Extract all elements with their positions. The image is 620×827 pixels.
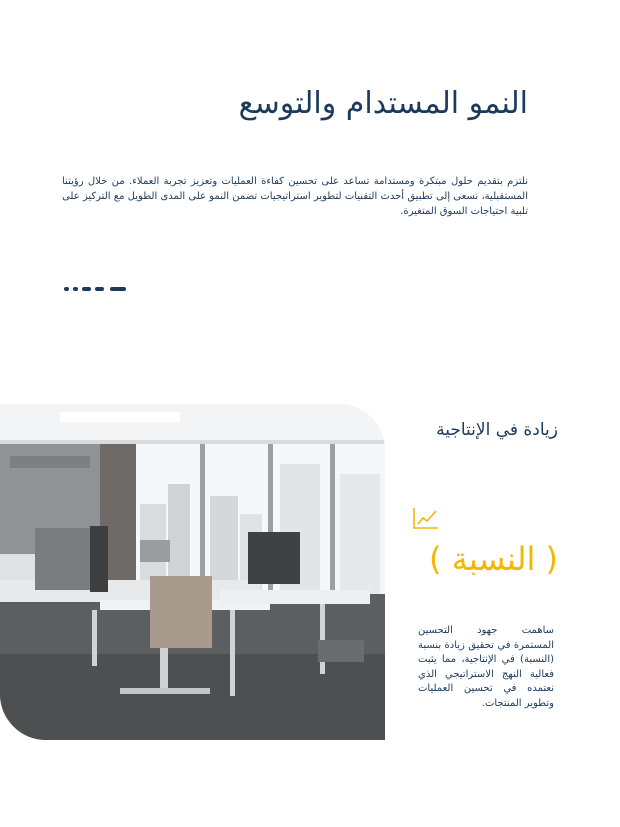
decorative-dash [82,287,91,291]
page-title: النمو المستدام والتوسع [238,86,528,121]
line-chart-icon [412,506,440,530]
stat-value: ( النسبة ) [429,540,558,578]
office-photo [0,404,385,740]
intro-paragraph: نلتزم بتقديم حلول مبتكرة ومستدامة تساعد على تحسين كفاءة العمليات وتعزيز تجربة العملاء. من خلال رؤيتنا المستقبلية، نسعى إلى تطبيق أحدث التقنيات لتطوير استراتيجيات تضمن النمو على المدى الطويل مع التركيز على تلبية احتياجات السوق المتغيرة. [62,176,528,217]
decorative-dots [64,287,126,291]
stat-label: زيادة في الإنتاجية [436,420,558,440]
decorative-dot [64,287,69,291]
decorative-dash [95,287,104,291]
decorative-bar [110,287,126,291]
decorative-dot [73,287,78,291]
stat-description: ساهمت جهود التحسين المستمرة في تحقيق زيادة بنسبة (النسبة) في الإنتاجية، مما يثبت فعالية النهج الاستراتيجي الذي نعتمده في تحسين العمليات وتطوير المنتجات. [418,625,554,709]
